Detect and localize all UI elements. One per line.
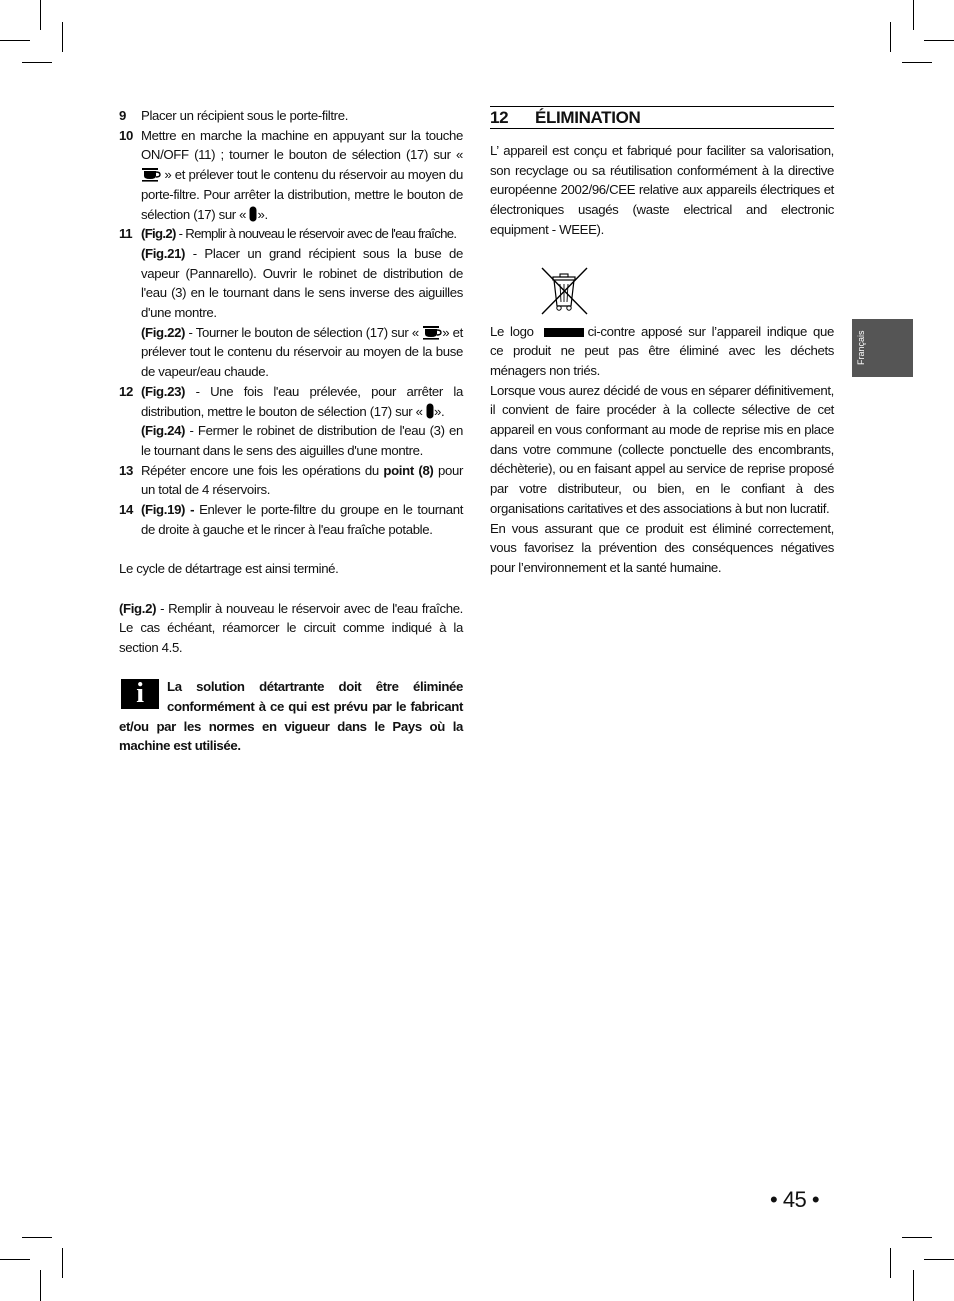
page-number: • 45 • — [770, 1187, 820, 1212]
step-number: 12 — [119, 383, 133, 399]
step-text: Placer un récipient sous le porte-filtre. — [141, 108, 349, 123]
cup-icon — [141, 168, 161, 182]
crop-mark — [890, 22, 891, 52]
step-number: 13 — [119, 462, 133, 478]
step-number: 14 — [119, 502, 133, 518]
step-text: (Fig.19) - Enlever le porte-filtre du groupe en le tournant de droite à gauche et le rincer à l'eau fraîche potable. — [141, 502, 464, 537]
crop-mark — [40, 0, 41, 30]
step-number: 10 — [119, 127, 133, 143]
step-text: (Fig.23) - Une fois l'eau prélevée, pour arrêter la distribution, mettre le bouton de sélection (17) sur « ». — [141, 383, 463, 419]
step-9 — [119, 106, 463, 126]
off-position-icon — [426, 403, 434, 419]
step-text: (Fig.24) - Fermer le robinet de distribution de l'eau (3) en le tournant dans le sens des aiguilles d'une montre. — [141, 423, 463, 458]
step-text: (Fig.2) - Remplir à nouveau le réservoir avec de l'eau fraîche. — [141, 226, 457, 242]
collection-text: Lorsque vous aurez décidé de vous en séparer définitivement, il convient de faire procéder à la collecte sélective de cet appareil en vous conformant au mode de reprise mis en place dans votre commune (collecte ponctuelle des encombrants, déchèterie), ou en faisant appel au service de reprise proposé par votre distributeur, ou bien, en le confiant à des organisations caritatives et des associations à but non lucratif. — [490, 382, 834, 516]
step-10 — [119, 126, 463, 225]
cup-icon — [422, 326, 442, 340]
crop-mark — [913, 1270, 914, 1301]
crop-mark — [62, 1248, 63, 1278]
crop-mark — [62, 22, 63, 52]
right-column — [490, 106, 834, 578]
crop-mark — [902, 62, 932, 63]
step-text: (Fig.22) - Tourner le bouton de sélection (17) sur « » et prélever tout le contenu du réservoir au moyen de la buse de vapeur/eau chaude. — [141, 324, 463, 380]
left-column — [119, 106, 463, 756]
step-number: 9 — [119, 108, 126, 123]
cycle-end-text: Le cycle de détartrage est ainsi terminé. — [119, 561, 339, 577]
step-text: (Fig.21) - Placer un grand récipient sous la buse de vapeur (Pannarello). Ouvrir le robinet de distribution de l'eau (3) en le tournant dans le sens inverse des aiguilles d'une montre. — [141, 245, 463, 321]
crop-mark — [913, 0, 914, 30]
language-label: Français — [856, 330, 866, 365]
weee-bar-icon — [544, 328, 584, 337]
crossed-bin-icon — [540, 266, 590, 316]
crop-mark — [902, 1237, 932, 1238]
section-number: 12 — [490, 108, 509, 127]
section-heading — [490, 106, 834, 129]
crop-mark — [22, 62, 52, 63]
section-title: ÉLIMINATION — [535, 108, 641, 127]
environment-text: En vous assurant que ce produit est éliminé correctement, vous favorisez la prévention des conséquences négatives pour l’environnement et la santé humaine. — [490, 520, 834, 575]
refill-text: (Fig.2) - Remplir à nouveau le réservoir avec de l'eau fraîche. Le cas échéant, réamorcer le circuit comme indiqué à la section 4.5. — [119, 600, 463, 655]
step-13 — [119, 461, 463, 500]
crop-mark — [0, 40, 30, 41]
info-icon: i — [121, 679, 159, 709]
crop-mark — [22, 1237, 52, 1238]
disposal-notice — [119, 677, 463, 756]
step-12 — [119, 382, 463, 461]
step-11 — [119, 224, 463, 382]
intro-text: L’ appareil est conçu et fabriqué pour faciliter sa valorisation, son recyclage ou sa réutilisation conformément à la directive européenne 2002/96/CEE relative aux appareils électriques et électroniques usagés (waste electrical and electronic equipment - WEEE). — [490, 143, 834, 237]
language-tab — [852, 319, 913, 377]
crop-mark — [0, 1259, 30, 1260]
logo-text: Le logo ci-contre apposé sur l’appareil indique que ce produit ne peut pas être éliminé avec les déchets ménagers non triés. — [490, 323, 834, 378]
notice-text: La solution détartrante doit être éliminée conformément à ce qui est prévu par le fabricant et/ou par les normes en vigueur dans le Pays où la machine est utilisée. — [119, 679, 463, 754]
step-14 — [119, 500, 463, 539]
weee-symbol — [540, 266, 834, 318]
crop-mark — [924, 40, 954, 41]
crop-mark — [40, 1270, 41, 1301]
step-number: 11 — [119, 226, 133, 242]
step-text: Mettre en marche la machine en appuyant sur la touche ON/OFF (11) ; tourner le bouton de sélection (17) sur « » et prélever tout le contenu du réservoir au moyen du porte-filtre. Pour arrêter la distribution, mettre le bouton de sélection (17) sur « ». — [141, 127, 463, 222]
step-text: Répéter encore une fois les opérations du point (8) pour un total de 4 réservoirs. — [141, 462, 463, 498]
crop-mark — [924, 1259, 954, 1260]
crop-mark — [890, 1248, 891, 1278]
